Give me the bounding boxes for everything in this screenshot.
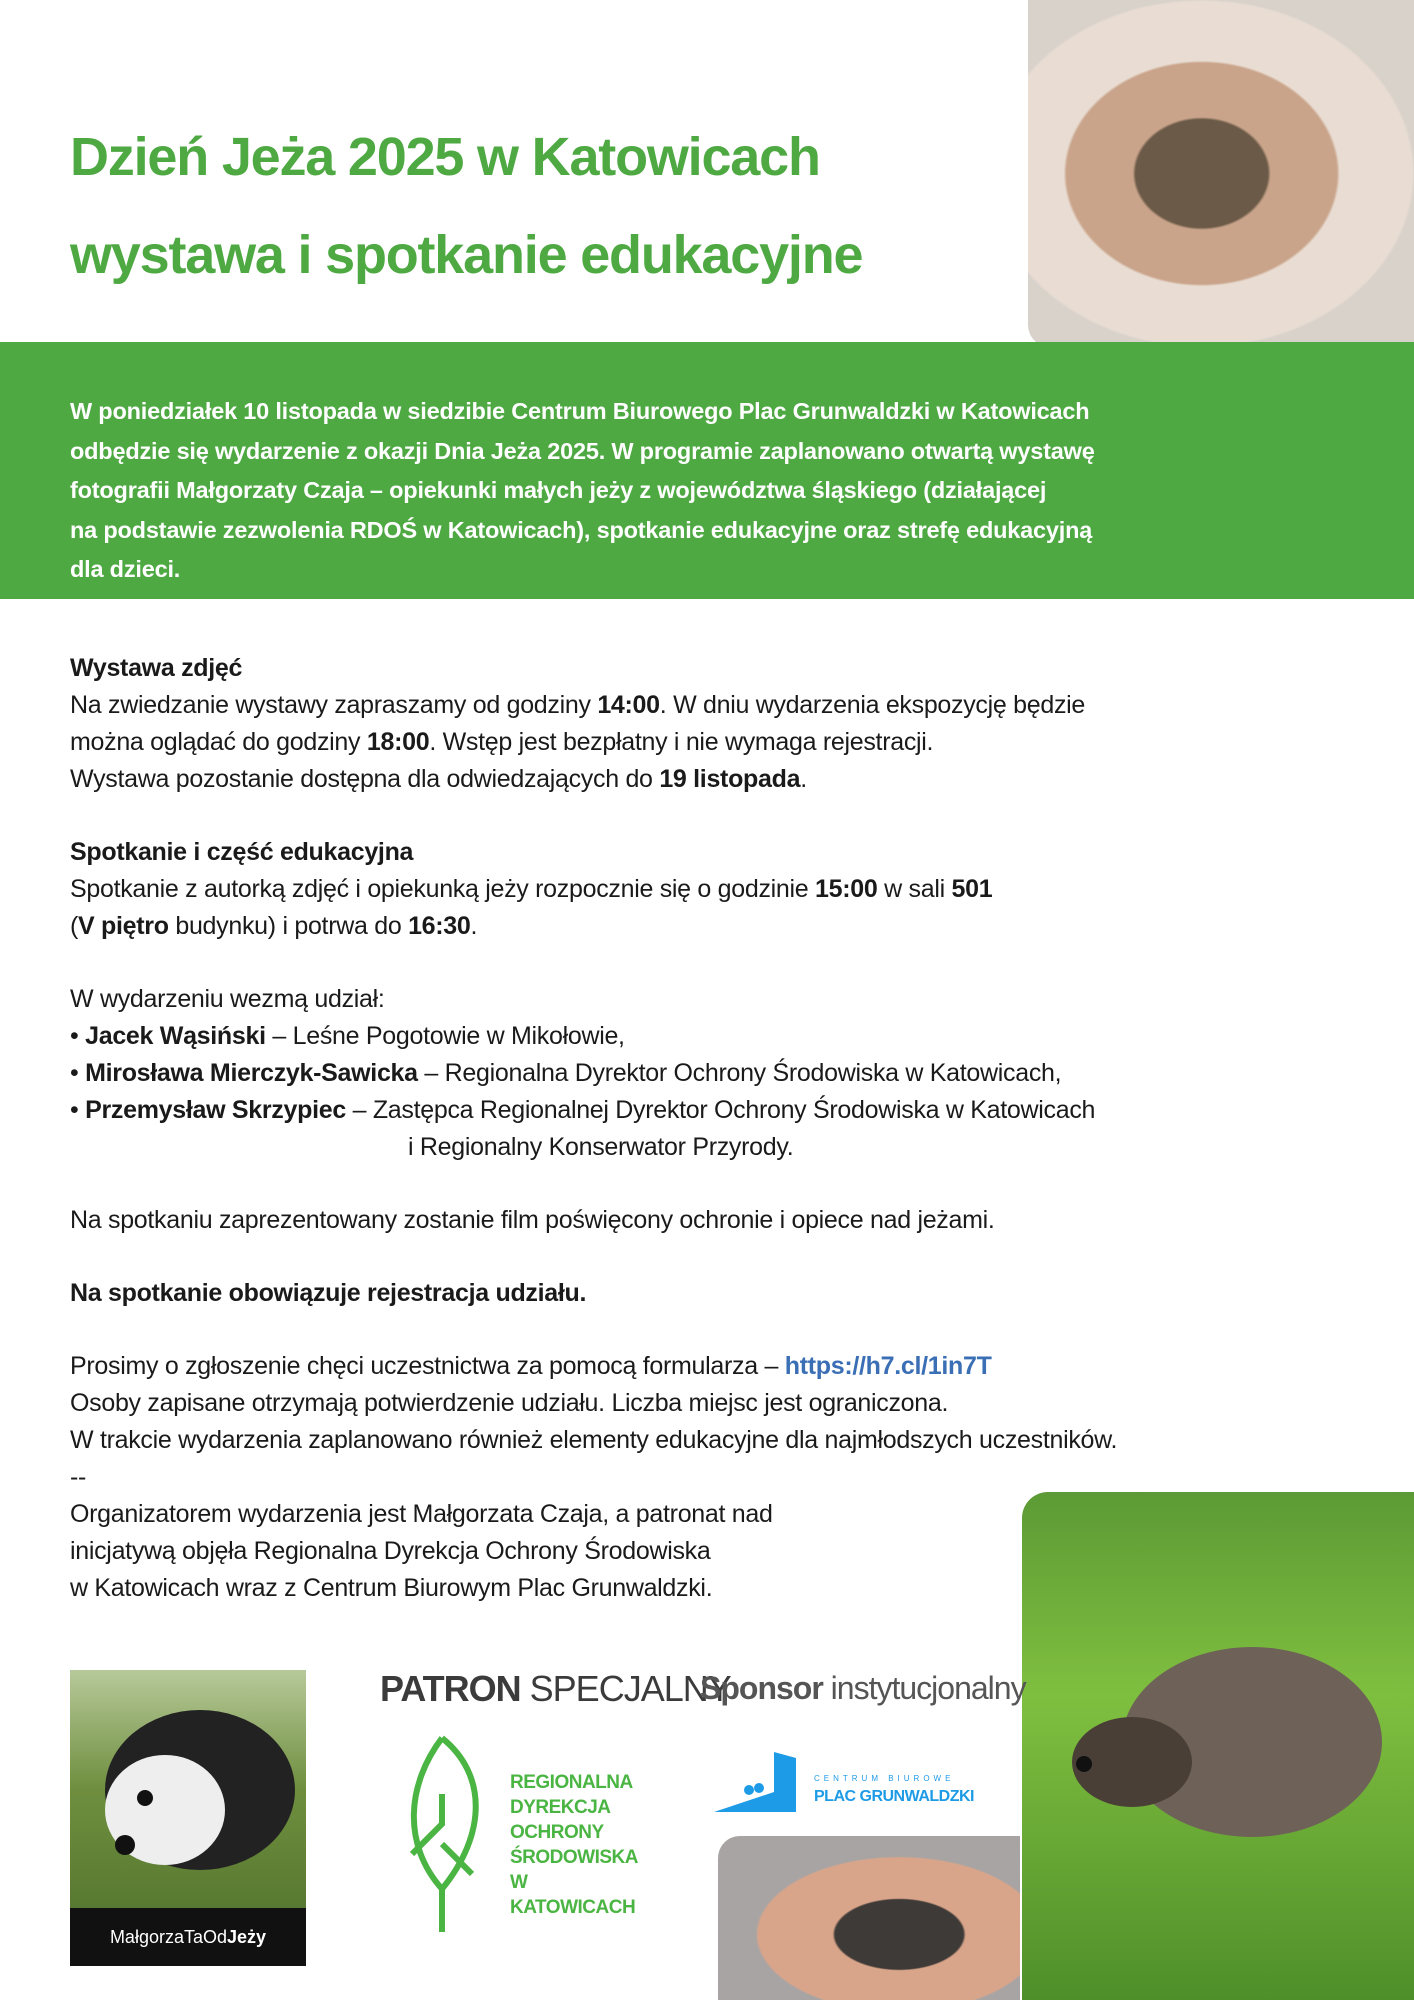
exhibition-line: można oglądać do godziny 18:00. Wstęp jest bezpłatny i nie wymaga rejestracji. xyxy=(70,728,934,756)
sponsor-heading: Sponsor instytucjonalny xyxy=(700,1670,1026,1706)
participant-item: • Mirosława Mierczyk-Sawicka – Regionalna Dyrektor Ochrony Środowiska w Katowicach, xyxy=(70,1059,1062,1087)
exhibition-line: Na zwiedzanie wystawy zapraszamy od godziny 14:00. W dniu wydarzenia ekspozycję będzie xyxy=(70,691,1086,719)
intro-text xyxy=(70,392,1095,590)
intro-line: dla dzieci. xyxy=(70,556,181,582)
participant-item: • Jacek Wąsiński – Leśne Pogotowie w Mikołowie, xyxy=(70,1022,625,1050)
intro-line: W poniedziałek 10 listopada w siedzibie Centrum Biurowego Plac Grunwaldzki w Katowicach xyxy=(70,398,1090,424)
title-line-2: wystawa i spotkanie edukacyjne xyxy=(70,225,863,285)
participant-role-continued: i Regionalny Konserwator Przyrody. xyxy=(408,1133,794,1161)
participants-intro: W wydarzeniu wezmą udział: xyxy=(70,985,385,1013)
intro-line: odbędzie się wydarzenie z okazji Dnia Jeża 2025. W programie zaplanowano otwartą wystawę xyxy=(70,437,1095,464)
patron-heading: PATRON SPECJALNY xyxy=(380,1668,731,1709)
meeting-line: Spotkanie z autorką zdjęć i opiekunką jeży rozpocznie się o godzinie 15:00 w sali 501 xyxy=(70,875,993,903)
registration-note: Na spotkanie obowiązuje rejestracja udziału. xyxy=(70,1279,587,1307)
hedgehog-drawing-icon xyxy=(70,1670,306,1908)
organizer-line: inicjatywą objęła Regionalna Dyrekcja Ochrony Środowiska xyxy=(70,1537,711,1565)
participant-item: • Przemysław Skrzypiec – Zastępca Regionalnej Dyrektor Ochrony Środowiska w Katowicach xyxy=(70,1096,1096,1124)
hedgehog-photo-top xyxy=(1028,0,1414,347)
confirm-line: Osoby zapisane otrzymają potwierdzenie udziału. Liczba miejsc jest ograniczona. xyxy=(70,1389,949,1417)
registration-link[interactable]: https://h7.cl/1in7T xyxy=(784,1352,992,1380)
film-note: Na spotkaniu zaprezentowany zostanie film poświęcony ochronie i opiece nad jeżami. xyxy=(70,1206,995,1234)
rdos-logo: REGIONALNA DYREKCJA OCHRONY ŚRODOWISKA W KATOWICACH xyxy=(402,1734,642,1934)
exhibition-line: Wystawa pozostanie dostępna dla odwiedzających do 19 listopada. xyxy=(70,765,807,793)
hedgehog-illustration xyxy=(1022,1492,1414,2000)
exhibition-heading: Wystawa zdjęć xyxy=(70,654,243,682)
organizer-line: w Katowicach wraz z Centrum Biurowym Plac Grunwaldzki. xyxy=(70,1574,713,1602)
separator: -- xyxy=(70,1463,87,1491)
meeting-heading: Spotkanie i część edukacyjna xyxy=(70,838,414,866)
intro-line: fotografii Małgorzaty Czaja – opiekunki małych jeży z województwa śląskiego (działającej xyxy=(70,477,1047,503)
building-icon xyxy=(714,1752,814,1814)
author-logo xyxy=(70,1670,306,1966)
title-line-1: Dzień Jeża 2025 w Katowicach xyxy=(70,127,820,187)
event-details xyxy=(70,650,1370,1607)
organizer-line: Organizatorem wydarzenia jest Małgorzata Czaja, a patronat nad xyxy=(70,1500,773,1528)
kids-line: W trakcie wydarzenia zaplanowano również elementy edukacyjne dla najmłodszych uczestników. xyxy=(70,1426,1118,1454)
baby-hedgehog-photo xyxy=(718,1836,1020,2000)
page-title xyxy=(70,108,862,304)
plac-grunwaldzki-logo: CENTRUM BIUROWE PLAC GRUNWALDZKI xyxy=(714,1752,964,1814)
intro-line: na podstawie zezwolenia RDOŚ w Katowicach), spotkanie edukacyjne oraz strefę edukacyjną xyxy=(70,516,1093,543)
form-line: Prosimy o zgłoszenie chęci uczestnictwa za pomocą formularza – https://h7.cl/1in7T xyxy=(70,1352,992,1380)
hedgehog-photo-grass xyxy=(1022,1492,1414,2000)
author-label: MałgorzaTaOdJeży xyxy=(70,1908,306,1966)
leaf-icon xyxy=(402,1734,502,1934)
meeting-line: (V piętro budynku) i potrwa do 16:30. xyxy=(70,912,478,940)
